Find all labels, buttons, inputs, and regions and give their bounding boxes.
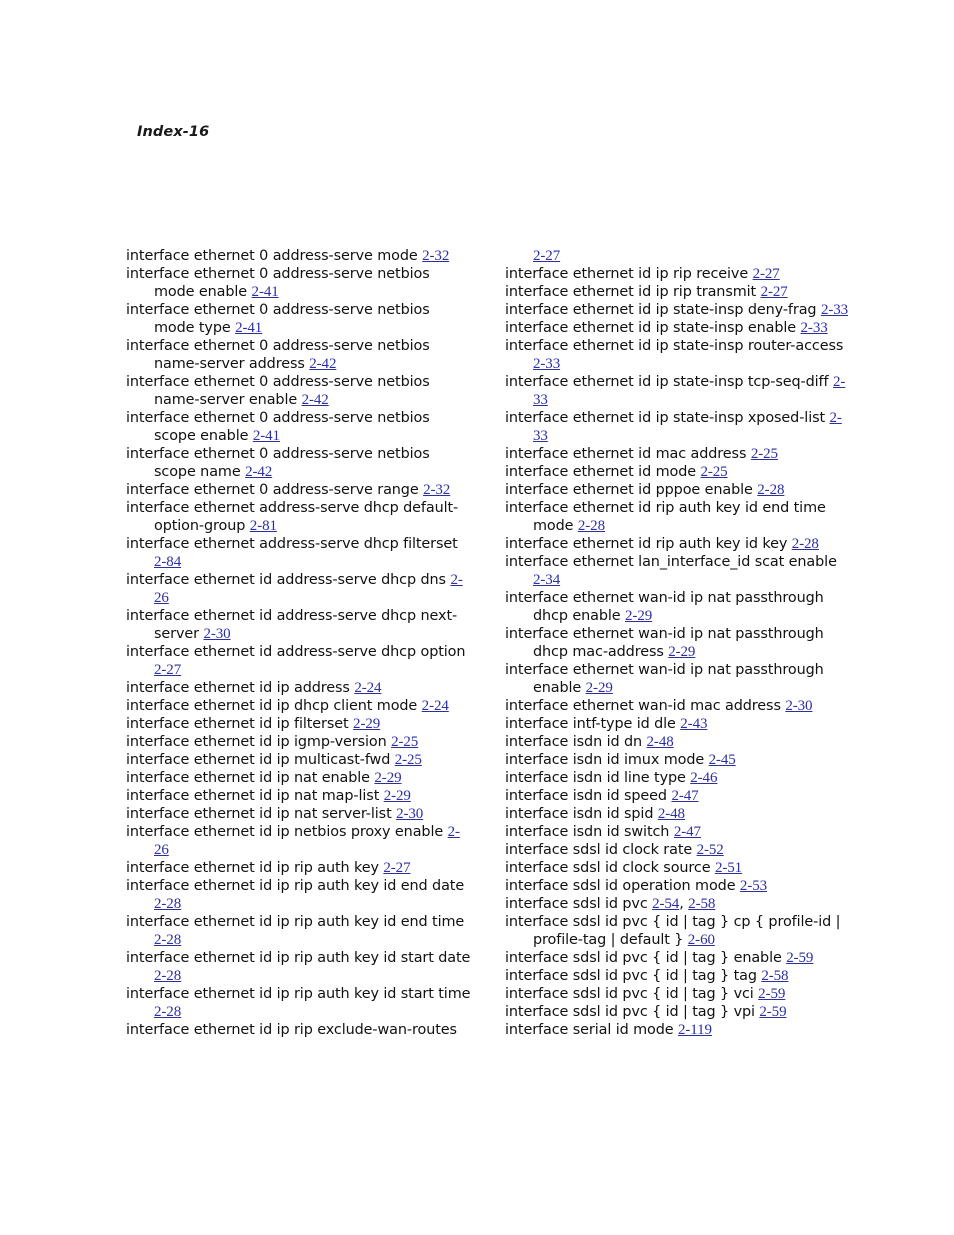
page-reference-link[interactable]: 2-34 [533, 572, 561, 588]
index-term: interface ethernet id address-serve dhcp next-server [126, 608, 458, 642]
index-term: interface isdn id spid [505, 806, 658, 822]
page-reference-link[interactable]: 2-29 [585, 680, 613, 696]
index-term: interface ethernet wan-id ip nat passthrough dhcp enable [505, 590, 824, 624]
page-reference-link[interactable]: 2-25 [750, 446, 778, 462]
page-reference-link[interactable]: 2-26 [154, 824, 460, 858]
page-reference-link[interactable]: 2-47 [671, 788, 699, 804]
index-entry [126, 265, 471, 301]
index-entry [126, 373, 471, 409]
index-term: interface ethernet id address-serve dhcp option [126, 644, 466, 660]
index-entry [505, 463, 850, 481]
index-term: interface isdn id speed [505, 788, 672, 804]
page-reference-link[interactable]: 2-43 [680, 716, 708, 732]
index-entry [505, 1021, 850, 1039]
index-entry [505, 715, 850, 733]
index-term: interface ethernet id ip rip exclude-wan-routes [126, 1022, 457, 1038]
index-term: interface ethernet id ip state-insp tcp-seq-diff [505, 374, 833, 390]
index-term: interface sdsl id pvc { id | tag } enable [505, 950, 787, 966]
page-reference-link[interactable]: 2-27 [533, 248, 561, 264]
page-reference-link[interactable]: 2-59 [759, 1004, 787, 1020]
index-entry [505, 877, 850, 895]
page-reference-link[interactable]: 2-25 [700, 464, 728, 480]
page-reference-link[interactable]: 2-29 [668, 644, 696, 660]
page-reference-link[interactable]: 2-59 [758, 986, 786, 1002]
page-reference-link[interactable]: 2-30 [785, 698, 813, 714]
index-term: interface intf-type id dle [505, 716, 681, 732]
index-term: interface ethernet 0 address-serve netbios scope name [126, 446, 430, 480]
page-reference-link[interactable]: 2-29 [383, 788, 411, 804]
index-term: interface isdn id switch [505, 824, 674, 840]
index-term: interface ethernet 0 address-serve netbios name-server address [126, 338, 430, 372]
page-reference-link[interactable]: 2-33 [533, 356, 561, 372]
index-term: interface ethernet 0 address-serve netbios name-server enable [126, 374, 430, 408]
index-entry [505, 751, 850, 769]
index-term: interface ethernet id ip dhcp client mode [126, 698, 422, 714]
index-entry [126, 445, 471, 481]
index-term: interface sdsl id pvc { id | tag } vci [505, 986, 759, 1002]
index-entry [505, 787, 850, 805]
page-reference-link[interactable]: 2-48 [646, 734, 674, 750]
page-reference-link[interactable]: 2-42 [301, 392, 329, 408]
index-term: interface ethernet id address-serve dhcp dns [126, 572, 451, 588]
index-column-left [126, 247, 471, 1039]
index-term: interface ethernet id mode [505, 464, 701, 480]
index-term: interface ethernet id ip rip auth key [126, 860, 384, 876]
index-term: interface ethernet id mac address [505, 446, 751, 462]
page-reference-link[interactable]: 2-29 [374, 770, 402, 786]
page-reference-link[interactable]: 2-58 [688, 896, 716, 912]
index-term: interface sdsl id pvc { id | tag } vpi [505, 1004, 760, 1020]
index-entry [126, 679, 471, 697]
page-reference-link[interactable]: 2-27 [752, 266, 780, 282]
page-reference-link[interactable]: 2-42 [309, 356, 337, 372]
index-entry [126, 787, 471, 805]
page-reference-link[interactable]: 2-33 [533, 410, 842, 444]
index-term: interface serial id mode [505, 1022, 679, 1038]
index-entry [126, 859, 471, 877]
index-term: interface ethernet id ip filterset [126, 716, 354, 732]
page-reference-link[interactable]: 2-81 [249, 518, 277, 534]
index-term: interface isdn id imux mode [505, 752, 709, 768]
index-entry [126, 481, 471, 499]
index-entry [505, 247, 850, 265]
index-term: interface ethernet wan-id mac address [505, 698, 786, 714]
index-term: interface ethernet address-serve dhcp default-option-group [126, 500, 459, 534]
index-entry [505, 319, 850, 337]
page-reference-link[interactable]: 2-30 [203, 626, 231, 642]
index-entry [126, 697, 471, 715]
page-reference-link[interactable]: 2-29 [353, 716, 381, 732]
index-entry [505, 967, 850, 985]
index-term: interface ethernet id ip nat enable [126, 770, 375, 786]
index-term: interface ethernet id ip nat map-list [126, 788, 384, 804]
page-reference-link[interactable]: 2-33 [533, 374, 846, 408]
index-entry [126, 301, 471, 337]
index-entry [505, 895, 850, 913]
index-entry [505, 337, 850, 373]
index-entry [126, 715, 471, 733]
index-term: interface sdsl id pvc { id | tag } cp { profile-id | profile-tag | default } [505, 914, 841, 948]
index-term: interface ethernet lan_interface_id scat enable [505, 554, 837, 570]
index-entry [505, 589, 850, 625]
index-entry [505, 553, 850, 589]
index-entry [505, 625, 850, 661]
index-entry [126, 607, 471, 643]
index-entry [505, 1003, 850, 1021]
index-entry [126, 337, 471, 373]
page-reference-link[interactable]: 2-33 [800, 320, 828, 336]
page-reference-link[interactable]: 2-41 [251, 284, 279, 300]
page-reference-link[interactable]: 2-30 [396, 806, 424, 822]
index-entry [505, 265, 850, 283]
index-entry [126, 913, 471, 949]
page-reference-link[interactable]: 2-33 [820, 302, 849, 318]
index-entry [126, 733, 471, 751]
index-term: interface ethernet id ip state-insp xposed-list [505, 410, 830, 426]
page-reference-link[interactable]: 2-46 [690, 770, 718, 786]
page-reference-link[interactable]: 2-84 [154, 554, 182, 570]
index-term: interface ethernet id ip rip transmit [505, 284, 761, 300]
page-reference-link[interactable]: 2-26 [154, 572, 463, 606]
index-term: interface ethernet id ip igmp-version [126, 734, 392, 750]
page-reference-link[interactable]: 2-27 [383, 860, 411, 876]
index-term: interface ethernet id rip auth key id key [505, 536, 792, 552]
index-entry [126, 535, 471, 571]
page-reference-link[interactable]: 2-60 [687, 932, 715, 948]
index-entry [505, 409, 850, 445]
page-reference-link[interactable]: 2-28 [154, 968, 182, 984]
index-term: interface ethernet id ip multicast-fwd [126, 752, 395, 768]
index-entry [505, 859, 850, 877]
index-entry [505, 283, 850, 301]
index-term: interface ethernet id ip netbios proxy enable [126, 824, 448, 840]
page-reference-link[interactable]: 2-28 [577, 518, 605, 534]
index-entry [126, 823, 471, 859]
index-term: interface ethernet 0 address-serve netbios scope enable [126, 410, 430, 444]
index-term: interface ethernet 0 address-serve netbios mode type [126, 302, 430, 336]
index-entry [126, 247, 471, 265]
index-entry [126, 805, 471, 823]
index-entry [505, 823, 850, 841]
index-term: interface ethernet 0 address-serve netbios mode enable [126, 266, 430, 300]
ref-separator: , [679, 896, 689, 912]
index-term: interface sdsl id pvc [505, 896, 653, 912]
index-entry [126, 571, 471, 607]
index-entry [505, 949, 850, 967]
index-term: interface ethernet id ip rip auth key id start date [126, 950, 471, 966]
index-term: interface ethernet id pppoe enable [505, 482, 758, 498]
index-entry [505, 985, 850, 1003]
index-term: interface sdsl id clock source [505, 860, 715, 876]
page-reference-link[interactable]: 2-52 [696, 842, 724, 858]
page-reference-link[interactable]: 2-32 [422, 248, 450, 264]
page-reference-link[interactable]: 2-28 [757, 482, 785, 498]
index-term: interface ethernet id rip auth key id end time mode [505, 500, 826, 534]
page-reference-link[interactable]: 2-41 [252, 428, 280, 444]
index-term: interface sdsl id pvc { id | tag } tag [505, 968, 762, 984]
index-entry [505, 481, 850, 499]
index-entry [126, 751, 471, 769]
index-term: interface ethernet 0 address-serve range [126, 482, 424, 498]
page-reference-link[interactable]: 2-28 [154, 896, 182, 912]
index-entry [505, 535, 850, 553]
index-term: interface ethernet id ip rip auth key id start time [126, 986, 471, 1002]
index-column-right [505, 247, 850, 1039]
page-reference-link[interactable]: 2-25 [391, 734, 419, 750]
index-entry [505, 499, 850, 535]
page-reference-link[interactable]: 2-27 [760, 284, 788, 300]
index-term: interface ethernet id ip state-insp deny-frag [505, 302, 821, 318]
index-term: interface ethernet wan-id ip nat passthrough enable [505, 662, 824, 696]
index-entry [505, 913, 850, 949]
index-term: interface ethernet wan-id ip nat passthrough dhcp mac-address [505, 626, 824, 660]
page-label: Index-16 [137, 124, 210, 140]
index-term: interface ethernet id ip state-insp router-access [505, 338, 844, 354]
index-entry [126, 643, 471, 679]
index-entry [505, 733, 850, 751]
index-entry [126, 877, 471, 913]
page-reference-link[interactable]: 2-54 [652, 896, 680, 912]
page-reference-link[interactable]: 2-119 [678, 1022, 712, 1038]
index-entry [126, 985, 471, 1021]
index-term: interface ethernet id ip state-insp enable [505, 320, 801, 336]
index-entry [126, 949, 471, 985]
page-reference-link[interactable]: 2-41 [235, 320, 263, 336]
index-term: interface sdsl id clock rate [505, 842, 697, 858]
index-entry [126, 499, 471, 535]
index-term: interface ethernet id ip rip receive [505, 266, 753, 282]
page-reference-link[interactable]: 2-51 [714, 860, 743, 876]
index-entry [126, 409, 471, 445]
index-entry [126, 1021, 471, 1039]
index-term: interface ethernet id ip rip auth key id end date [126, 878, 465, 894]
index-entry [505, 697, 850, 715]
page-reference-link[interactable]: 2-32 [423, 482, 451, 498]
page-reference-link[interactable]: 2-25 [394, 752, 422, 768]
index-entry [505, 661, 850, 697]
page-reference-link[interactable]: 2-59 [786, 950, 814, 966]
page-reference-link[interactable]: 2-45 [708, 752, 736, 768]
page-reference-link[interactable]: 2-58 [761, 968, 789, 984]
index-term: interface sdsl id operation mode [505, 878, 740, 894]
page-reference-link[interactable]: 2-28 [154, 932, 182, 948]
index-entry [505, 841, 850, 859]
index-term: interface ethernet address-serve dhcp filterset [126, 536, 458, 552]
index-term: interface ethernet 0 address-serve mode [126, 248, 423, 264]
index-entry [505, 445, 850, 463]
index-entry [505, 301, 850, 319]
index-entry [505, 769, 850, 787]
index-term: interface ethernet id ip address [126, 680, 355, 696]
index-entry [126, 769, 471, 787]
page-reference-link[interactable]: 2-28 [791, 536, 819, 552]
index-entry [505, 805, 850, 823]
page-reference-link[interactable]: 2-47 [673, 824, 701, 840]
index-term: interface ethernet id ip nat server-list [126, 806, 397, 822]
page-reference-link[interactable]: 2-24 [354, 680, 382, 696]
index-term: interface isdn id dn [505, 734, 647, 750]
page-reference-link[interactable]: 2-29 [625, 608, 653, 624]
page-reference-link[interactable]: 2-27 [154, 662, 182, 678]
page-reference-link[interactable]: 2-28 [154, 1004, 182, 1020]
index-entry [505, 373, 850, 409]
index-term: interface isdn id line type [505, 770, 691, 786]
index-term: interface ethernet id ip rip auth key id end time [126, 914, 465, 930]
page-reference-link[interactable]: 2-53 [739, 878, 768, 894]
page-reference-link[interactable]: 2-24 [421, 698, 449, 714]
page-reference-link[interactable]: 2-48 [657, 806, 685, 822]
page-reference-link[interactable]: 2-42 [245, 464, 273, 480]
